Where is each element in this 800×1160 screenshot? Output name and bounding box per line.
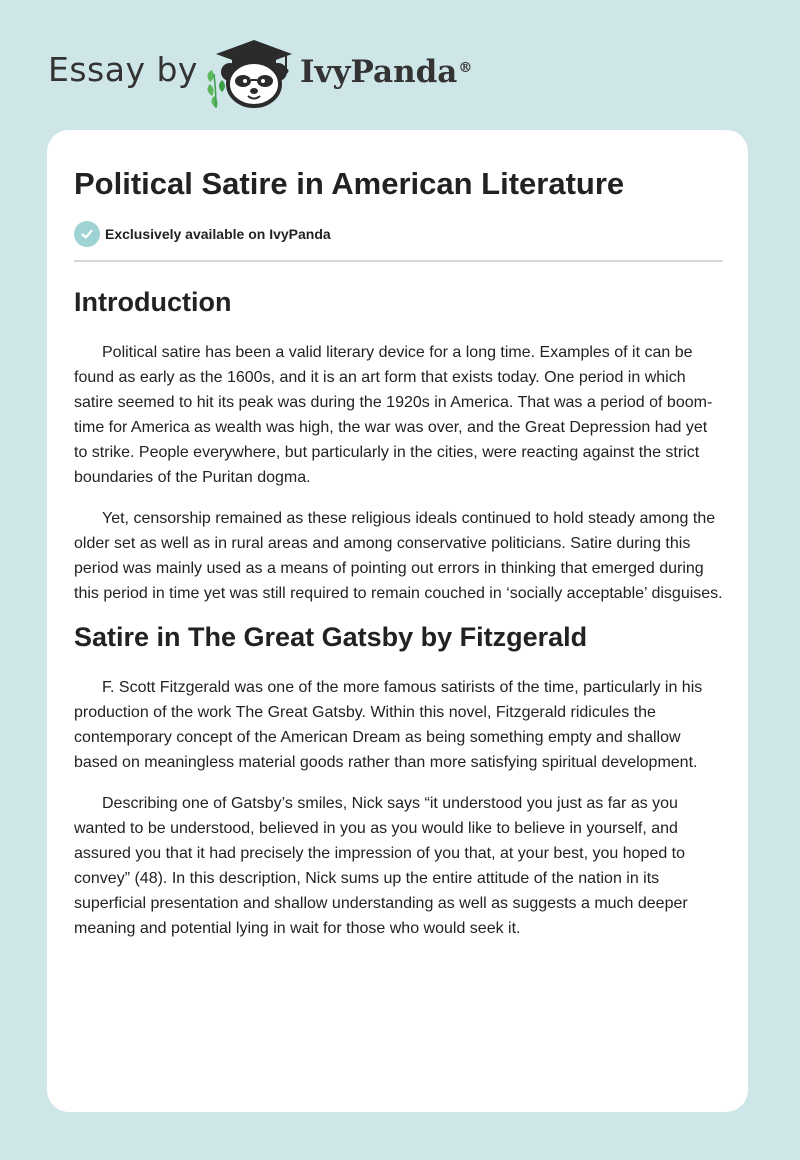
brand-prefix: Essay by (48, 50, 198, 89)
brand-header (48, 34, 508, 114)
paragraph: Political satire has been a valid literary device for a long time. Examples of it can be found as early as the 1600s, and it is an art form that exists today. One period in which satire seemed to hit its peak was during the 1920s in America. That was a period of boom-time for America as wealth was high, the war was over, and the Great Depression had yet to strike. People everywhere, but particularly in the cities, were reacting against the strict boundaries of the Puritan dogma. (74, 344, 713, 486)
section-heading-satire-gatsby: Satire in The Great Gatsby by Fitzgerald (74, 622, 588, 652)
panda-graduate-logo-icon (202, 34, 298, 110)
registered-mark: ® (458, 60, 473, 76)
exclusive-badge (74, 220, 723, 248)
paragraph: F. Scott Fitzgerald was one of the more famous satirists of the time, particularly in his production of the work The Great Gatsby. Within this novel, Fitzgerald ridicules the contemporary concept of the American Dream as being something empty and shallow based on meaningless material goods rather than more satisfying spiritual development. (74, 679, 703, 771)
check-icon (74, 221, 100, 247)
paragraph: Yet, censorship remained as these religious ideals continued to hold steady among the older set as well as in rural areas and among conservative politicians. Satire during this period was mainly used as a means of pointing out errors in thinking that emerged during this period in time yet was still required to remain couched in ‘socially acceptable’ disguises. (74, 510, 723, 602)
article-card (47, 130, 748, 1112)
section-heading-introduction: Introduction (74, 287, 232, 317)
paragraph: Describing one of Gatsby’s smiles, Nick says “it understood you just as far as you wanted to be understood, believed in you as you would like to believe in yourself, and assured you that it had precisely the impression of you that, at your best, you hoped to convey” (48). In this description, Nick sums up the entire attitude of the nation in its superficial presentation and shallow understanding as well as suggests a much deeper meaning and potential lying in wait for those who would seek it. (74, 795, 688, 937)
article-title: Political Satire in American Literature (74, 166, 625, 201)
brand-name-text: IvyPanda (300, 54, 458, 90)
brand-name (300, 52, 472, 92)
badge-text: Exclusively available on IvyPanda (105, 226, 331, 242)
divider (74, 260, 723, 262)
article-content (74, 130, 723, 941)
